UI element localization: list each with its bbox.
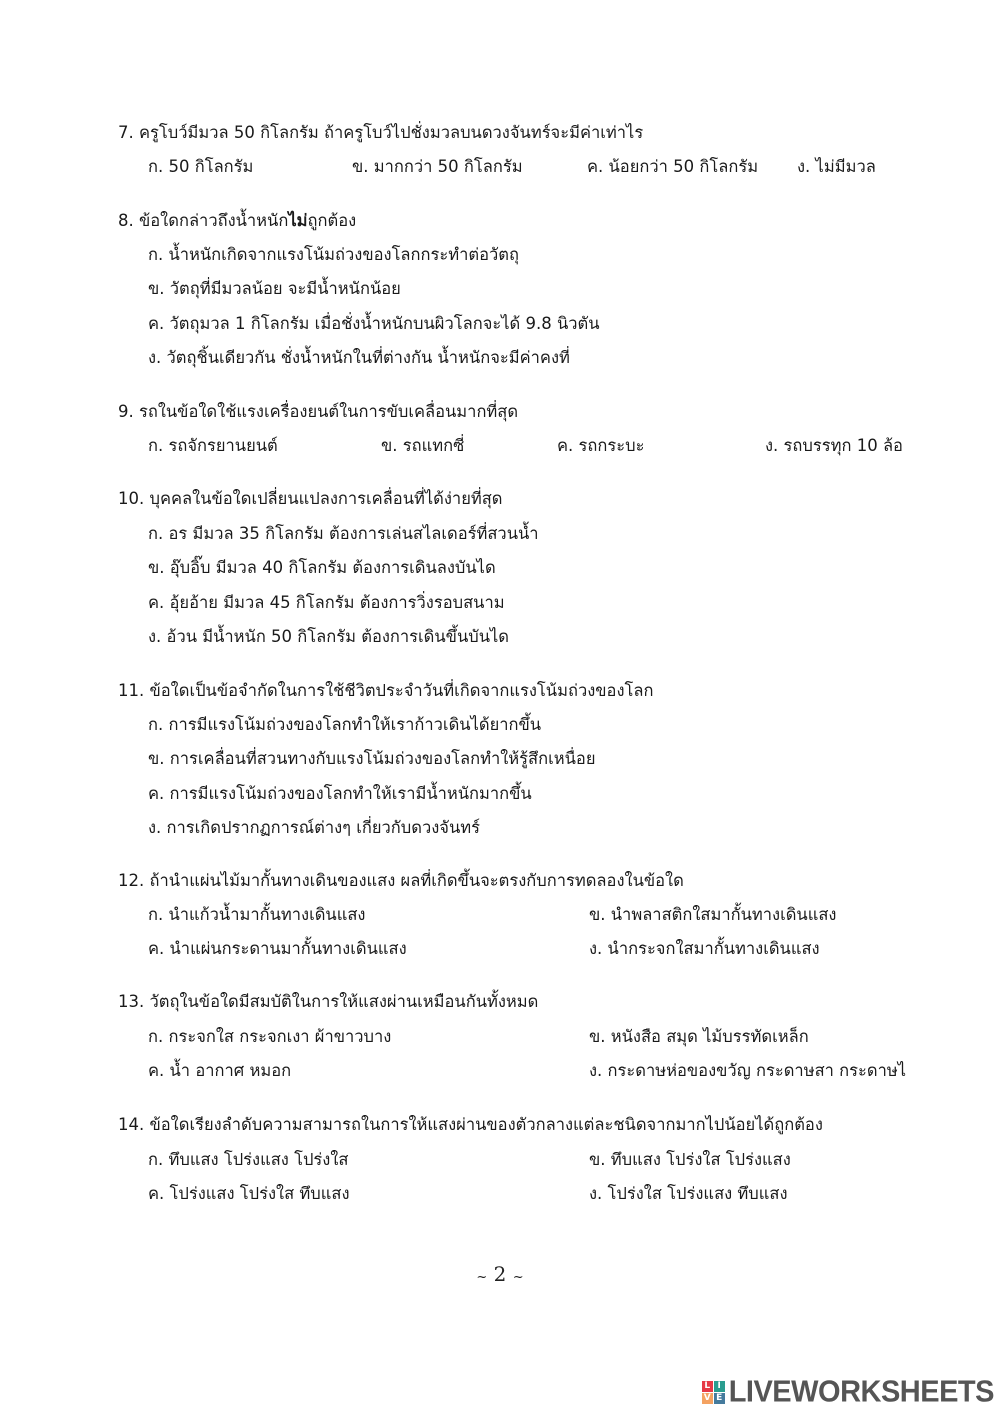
liveworksheets-watermark <box>702 1375 994 1409</box>
question-stem <box>118 990 538 1014</box>
answer-option[interactable]: ข. นำพลาสติกใสมากั้นทางเดินแสง <box>589 905 837 924</box>
answer-option[interactable]: ก. นำแก้วน้ำมากั้นทางเดินแสง <box>148 905 366 924</box>
emphasis-text: ไม่ <box>288 211 308 230</box>
answer-option[interactable]: ง. อ้วน มีน้ำหนัก 50 กิโลกรัม ต้องการเดินขึ้นบันได <box>148 626 509 646</box>
answer-option[interactable]: ข. หนังสือ สมุด ไม้บรรทัดเหล็ก <box>589 1027 809 1046</box>
question-stem <box>118 1113 823 1137</box>
question-stem <box>118 679 653 703</box>
stem-text: 14. ข้อใดเรียงลำดับความสามารถในการให้แสงผ่านของตัวกลางแต่ละชนิดจากมากไปน้อยได้ถูกต้อง <box>118 1115 823 1134</box>
answer-option[interactable]: ง. การเกิดปรากฏการณ์ต่างๆ เกี่ยวกับดวงจันทร์ <box>148 817 480 837</box>
answer-option[interactable]: ค. รถกระบะ <box>557 436 645 455</box>
answer-option[interactable]: ง. นำกระจกใสมากั้นทางเดินแสง <box>589 939 820 959</box>
answer-option[interactable]: ก. อร มีมวล 35 กิโลกรัม ต้องการเล่นสไลเดอร์ที่สวนน้ำ <box>148 524 539 543</box>
logo-letter: L <box>702 1381 713 1392</box>
answer-option[interactable]: ค. วัตถุมวล 1 กิโลกรัม เมื่อชั่งน้ำหนักบนผิวโลกจะได้ 9.8 นิวตัน <box>148 313 600 333</box>
stem-text: 10. บุคคลในข้อใดเปลี่ยนแปลงการเคลื่อนที่ได้ง่ายที่สุด <box>118 489 503 508</box>
answer-option[interactable]: ค. น้ำ อากาศ หมอก <box>148 1061 292 1081</box>
stem-text: 11. ข้อใดเป็นข้อจำกัดในการใช้ชีวิตประจำวันที่เกิดจากแรงโน้มถ่วงของโลก <box>118 681 654 700</box>
stem-text: 13. วัตถุในข้อใดมีสมบัติในการให้แสงผ่านเหมือนกันทั้งหมด <box>118 992 539 1011</box>
question-stem <box>118 487 503 511</box>
answer-option[interactable]: ก. กระจกใส กระจกเงา ผ้าขาวบาง <box>148 1027 392 1046</box>
answer-option[interactable]: ค. อุ้ยอ้าย มีมวล 45 กิโลกรัม ต้องการวิ่งรอบสนาม <box>148 592 505 612</box>
answer-option[interactable]: ง. ไม่มีมวล <box>797 157 876 176</box>
stem-text: 9. รถในข้อใดใช้แรงเครื่องยนต์ในการขับเคลื่อนมากที่สุด <box>118 402 519 421</box>
answer-option[interactable]: ข. มากกว่า 50 กิโลกรัม <box>352 157 523 176</box>
stem-text: 12. ถ้านำแผ่นไม้มากั้นทางเดินของแสง ผลที่เกิดขึ้นจะตรงกับการทดลองในข้อใด <box>118 871 684 890</box>
question-stem <box>118 869 684 893</box>
answer-option[interactable]: ง. วัตถุชิ้นเดียวกัน ชั่งน้ำหนักในที่ต่างกัน น้ำหนักจะมีค่าคงที่ <box>148 347 570 367</box>
answer-option[interactable]: ค. นำแผ่นกระดานมากั้นทางเดินแสง <box>148 939 407 959</box>
answer-option[interactable]: ก. น้ำหนักเกิดจากแรงโน้มถ่วงของโลกกระทำต่อวัตถุ <box>148 245 519 264</box>
question-stem <box>118 209 356 233</box>
page-number-value: 2 <box>493 1262 507 1286</box>
logo-letter: V <box>702 1393 713 1404</box>
answer-option[interactable]: ก. 50 กิโลกรัม <box>148 157 254 176</box>
answer-option[interactable]: ก. การมีแรงโน้มถ่วงของโลกทำให้เราก้าวเดินได้ยากขึ้น <box>148 715 542 734</box>
liveworksheets-logo-icon <box>702 1381 725 1404</box>
logo-letter: E <box>714 1393 725 1404</box>
page-number: ~ 2 ~ <box>476 1262 524 1286</box>
answer-option[interactable]: ค. โปร่งแสง โปร่งใส ทึบแสง <box>148 1184 350 1204</box>
answer-option[interactable]: ง. รถบรรทุก 10 ล้อ <box>765 436 903 455</box>
stem-text: 8. ข้อใดกล่าวถึงน้ำหนัก <box>118 211 289 230</box>
logo-letter: I <box>714 1381 725 1392</box>
question-stem <box>118 121 643 145</box>
answer-option[interactable]: ข. วัตถุที่มีมวลน้อย จะมีน้ำหนักน้อย <box>148 279 401 299</box>
answer-option[interactable]: ก. รถจักรยานยนต์ <box>148 436 278 455</box>
answer-option[interactable]: ง. โปร่งใส โปร่งแสง ทึบแสง <box>589 1184 788 1204</box>
answer-option[interactable]: ข. ทึบแสง โปร่งใส โปร่งแสง <box>589 1150 791 1169</box>
answer-option[interactable]: ง. กระดาษห่อของขวัญ กระดาษสา กระดาษไ <box>589 1061 907 1081</box>
question-stem <box>118 400 518 424</box>
answer-option[interactable]: ข. อุ๊บอิ๊บ มีมวล 40 กิโลกรัม ต้องการเดินลงบันได <box>148 558 496 578</box>
answer-option[interactable]: ค. น้อยกว่า 50 กิโลกรัม <box>587 157 759 176</box>
watermark-text: LIVEWORKSHEETS <box>728 1374 994 1409</box>
stem-text: 7. ครูโบว์มีมวล 50 กิโลกรัม ถ้าครูโบว์ไปชั่งมวลบนดวงจันทร์จะมีค่าเท่าไร <box>118 123 644 142</box>
answer-option[interactable]: ค. การมีแรงโน้มถ่วงของโลกทำให้เรามีน้ำหนักมากขึ้น <box>148 783 532 803</box>
stem-text: ถูกต้อง <box>307 211 357 230</box>
answer-option[interactable]: ข. การเคลื่อนที่สวนทางกับแรงโน้มถ่วงของโลกทำให้รู้สึกเหนื่อย <box>148 749 596 769</box>
answer-option[interactable]: ข. รถแทกซี่ <box>381 436 465 455</box>
answer-option[interactable]: ก. ทึบแสง โปร่งแสง โปร่งใส <box>148 1150 349 1169</box>
